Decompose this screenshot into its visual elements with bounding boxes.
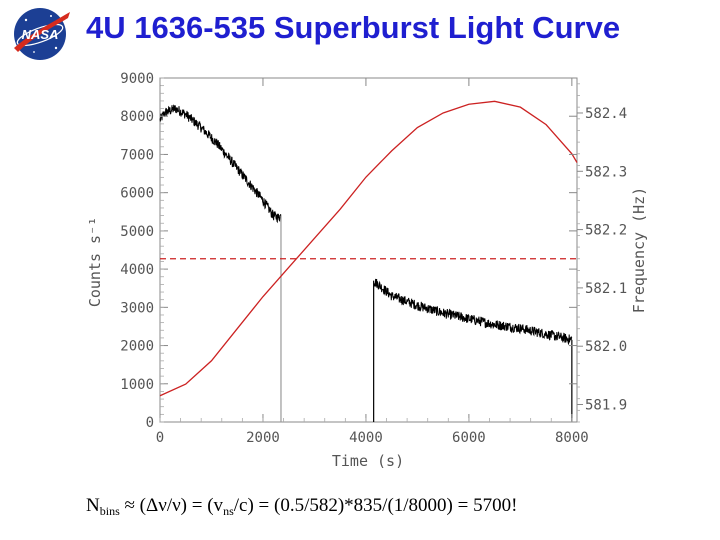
y2-tick-label: 582.3	[585, 164, 628, 181]
y-axis-label: Counts s⁻¹	[86, 216, 104, 308]
y2-tick-label: 582.1	[585, 280, 628, 297]
formula-sub-1: bins	[99, 504, 120, 518]
formula-part-1: N	[86, 495, 100, 516]
formula-part-2: ≈ (Δν/ν) = (v	[119, 495, 224, 516]
slide-title: 4U 1636-535 Superburst Light Curve	[86, 10, 621, 45]
y-tick-label: 5000	[120, 223, 154, 240]
x-axis-label: Time (s)	[331, 452, 405, 470]
y-tick-label: 6000	[120, 185, 154, 202]
y2-axis-label: Frequency (Hz)	[630, 186, 648, 314]
y2-tick-label: 581.9	[585, 397, 628, 414]
x-tick-label: 0	[155, 430, 165, 446]
nbins-formula	[86, 495, 517, 517]
frequency-curve	[160, 101, 577, 395]
y-tick-label: 1000	[120, 376, 154, 393]
y-tick-label: 3000	[120, 300, 154, 317]
count-rate-line	[160, 105, 281, 222]
y-tick-label: 7000	[120, 147, 154, 164]
x-tick-label: 4000	[349, 430, 383, 446]
y-tick-label: 0	[145, 415, 154, 431]
plot-border	[160, 78, 577, 422]
x-tick-label: 8000	[554, 430, 589, 446]
formula-sub-2: ns	[223, 504, 234, 518]
plot-frame	[160, 78, 577, 422]
x-tick-label: 2000	[246, 430, 280, 446]
logo-text: NASA	[21, 27, 59, 42]
y-tick-label: 9000	[120, 71, 154, 87]
y2-tick-label: 582.4	[585, 105, 628, 122]
y2-tick-label: 582.2	[585, 222, 628, 239]
y2-tick-label: 582.0	[585, 339, 628, 356]
y-tick-label: 4000	[120, 262, 154, 279]
y-tick-label: 8000	[120, 109, 154, 126]
series-layer	[160, 101, 577, 422]
count-rate-line	[374, 279, 572, 344]
formula-part-3: /c) = (0.5/582)*835/(1/8000) = 5700!	[233, 495, 518, 516]
y-tick-label: 2000	[120, 338, 154, 355]
x-tick-label: 6000	[452, 430, 486, 446]
